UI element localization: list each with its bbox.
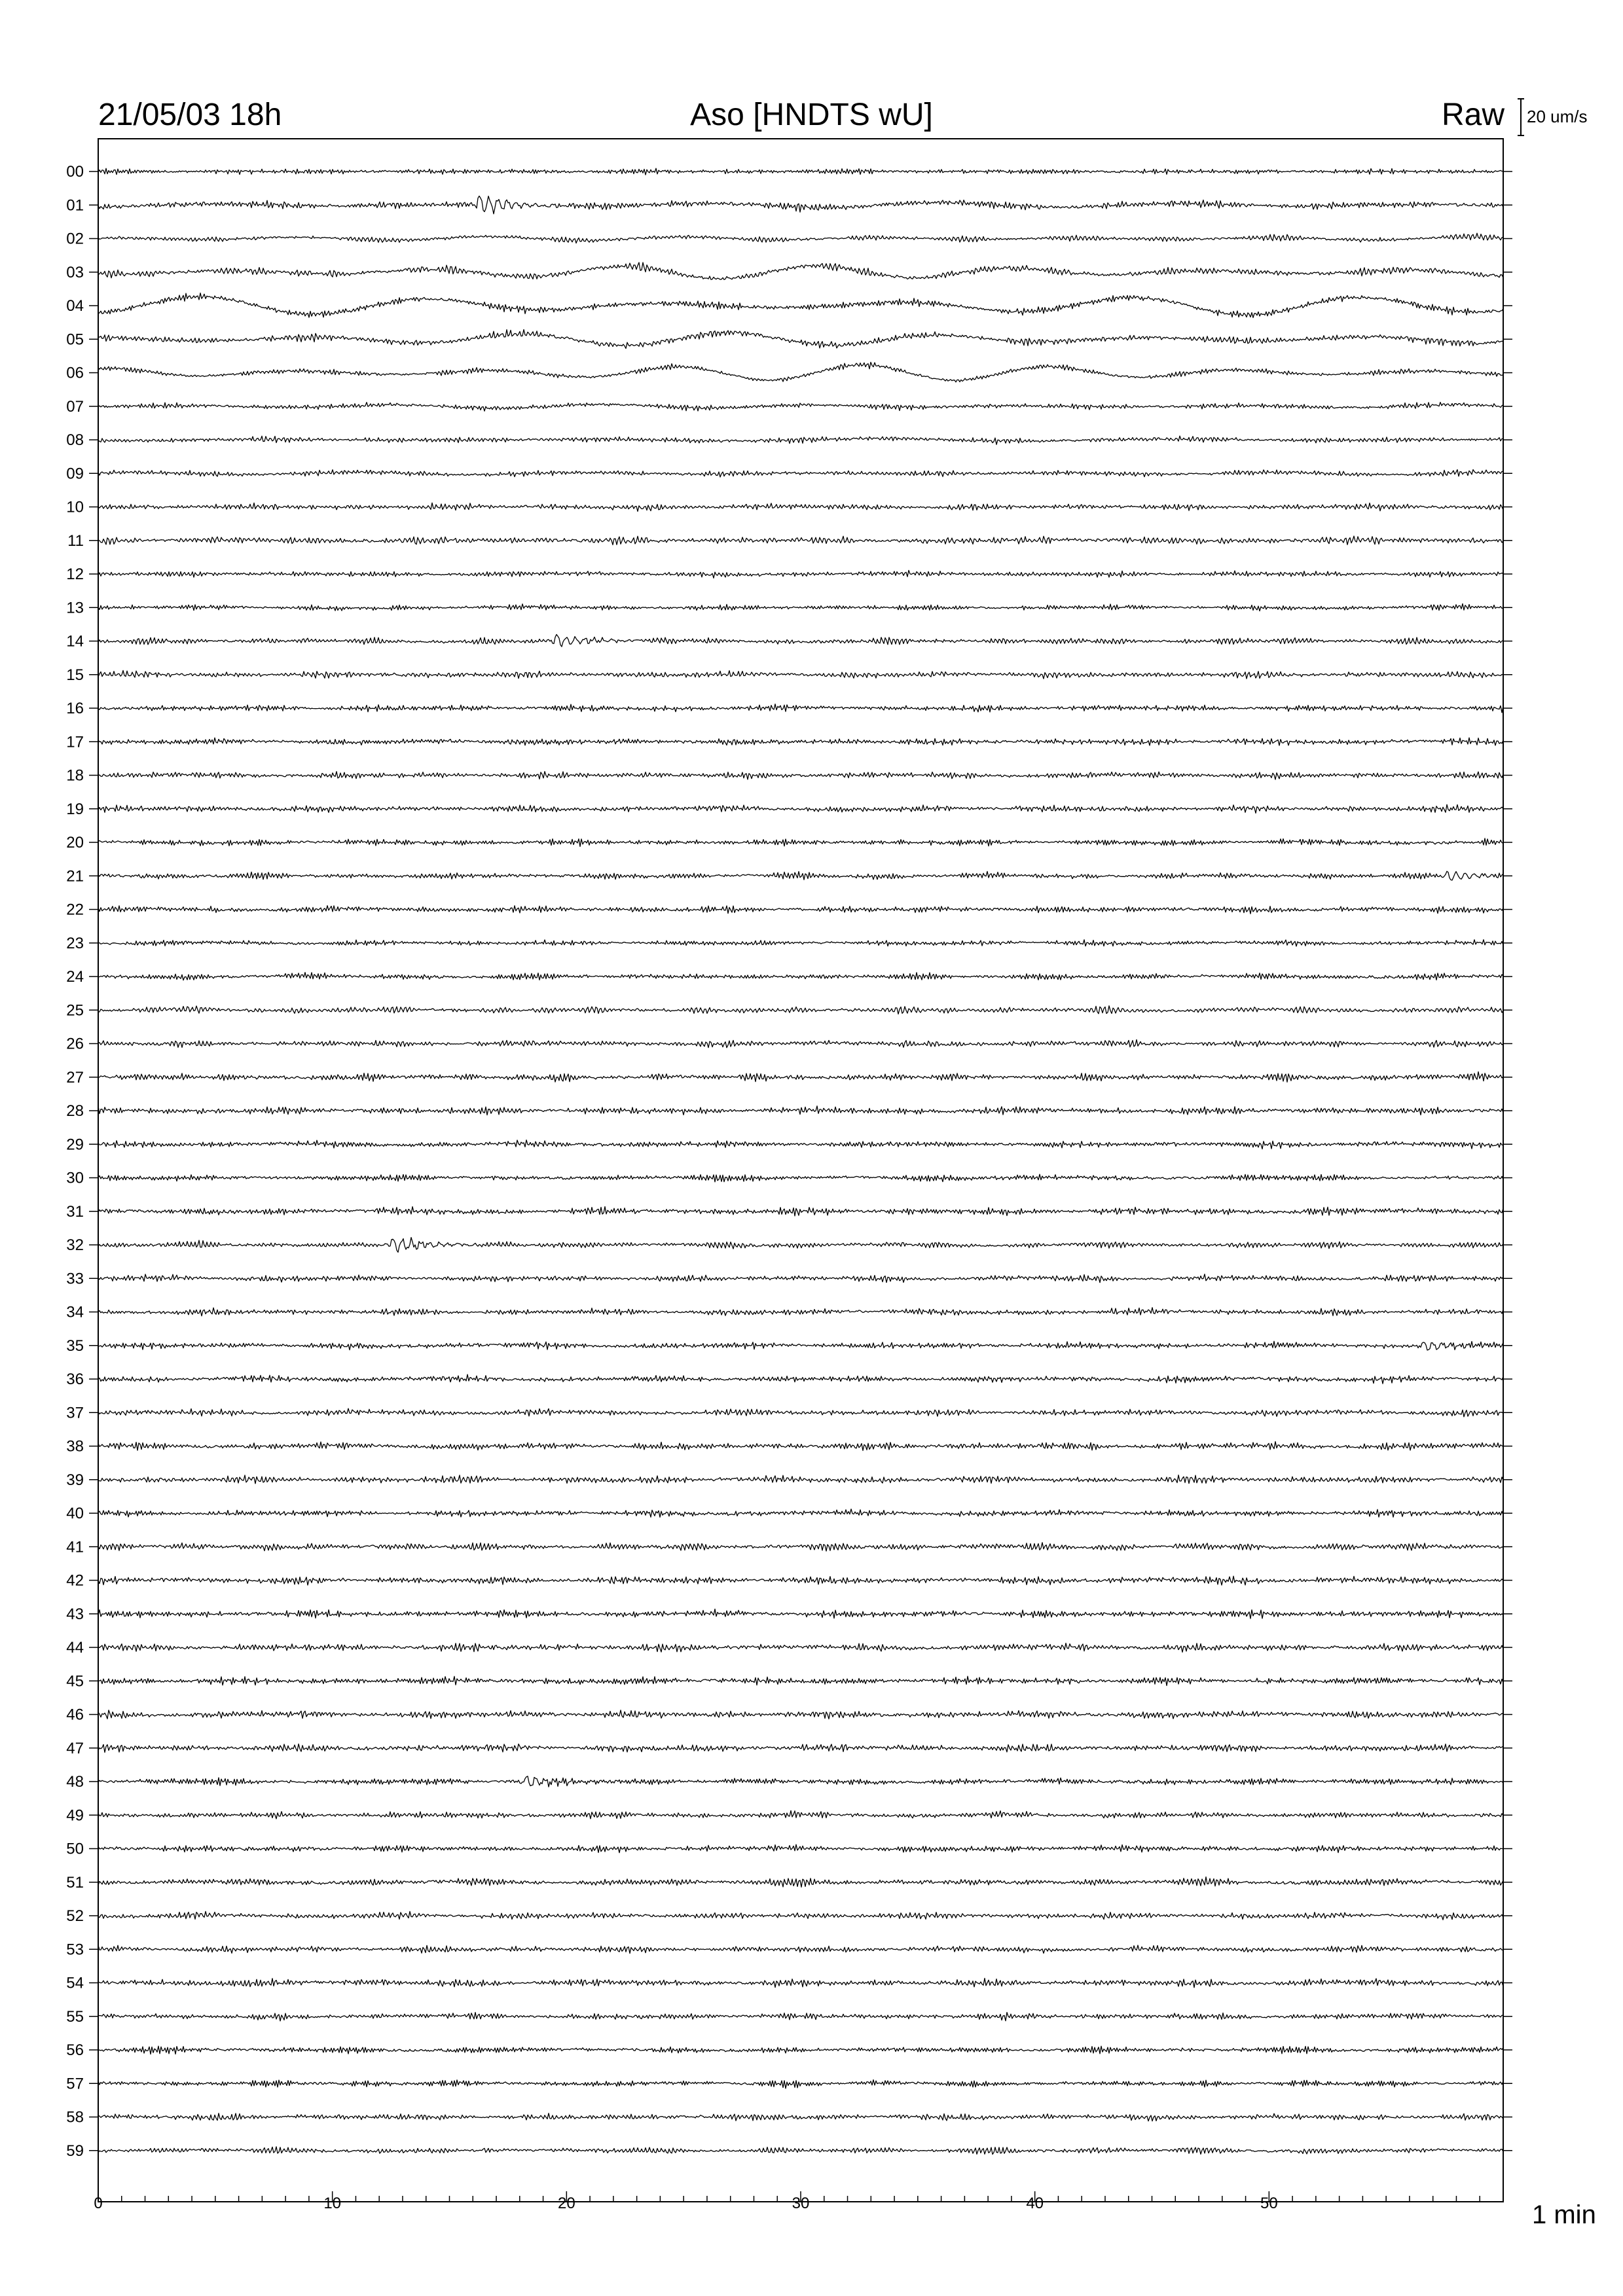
trace-row-55 — [98, 2013, 1503, 2021]
trace-row-09 — [98, 470, 1503, 477]
row-label-34: 34 — [66, 1303, 84, 1321]
trace-row-44 — [98, 1643, 1503, 1653]
trace-row-15 — [98, 670, 1503, 679]
row-label-31: 31 — [66, 1202, 84, 1221]
trace-row-28 — [98, 1106, 1503, 1115]
row-label-20: 20 — [66, 834, 84, 852]
chart-title: Aso [HNDTS wU] — [690, 98, 933, 132]
trace-row-10 — [98, 503, 1503, 511]
trace-row-56 — [98, 2046, 1503, 2054]
helicorder-date: 21/05/03 18h — [98, 98, 282, 132]
trace-row-19 — [98, 804, 1503, 813]
x-tick-label-0: 0 — [94, 2195, 103, 2212]
row-label-59: 59 — [66, 2142, 84, 2160]
row-label-08: 08 — [66, 431, 84, 449]
trace-row-23 — [98, 940, 1503, 946]
row-label-24: 24 — [66, 968, 84, 986]
row-label-05: 05 — [66, 331, 84, 349]
row-label-43: 43 — [66, 1605, 84, 1623]
row-label-28: 28 — [66, 1102, 84, 1120]
trace-row-59 — [98, 2147, 1503, 2155]
trace-row-34 — [98, 1308, 1503, 1316]
trace-row-20 — [98, 838, 1503, 847]
trace-row-45 — [98, 1676, 1503, 1685]
row-label-16: 16 — [66, 700, 84, 717]
row-label-48: 48 — [66, 1773, 84, 1791]
trace-row-02 — [98, 233, 1503, 243]
trace-row-22 — [98, 906, 1503, 914]
row-label-40: 40 — [66, 1505, 84, 1522]
trace-row-04 — [98, 293, 1503, 318]
row-label-14: 14 — [66, 632, 84, 651]
x-axis-unit-label: 1 min — [1532, 2200, 1596, 2229]
row-label-50: 50 — [66, 1840, 84, 1858]
trace-row-05 — [98, 330, 1503, 349]
trace-row-32 — [98, 1238, 1503, 1253]
x-tick-label-50: 50 — [1260, 2195, 1278, 2212]
row-label-39: 39 — [66, 1471, 84, 1489]
row-label-42: 42 — [66, 1571, 84, 1590]
row-label-01: 01 — [66, 196, 84, 215]
row-label-58: 58 — [66, 2108, 84, 2126]
x-tick-label-40: 40 — [1026, 2195, 1044, 2212]
x-tick-label-10: 10 — [323, 2195, 342, 2212]
row-label-26: 26 — [66, 1035, 84, 1053]
trace-row-38 — [98, 1442, 1503, 1451]
row-label-12: 12 — [66, 565, 84, 583]
row-label-03: 03 — [66, 263, 84, 281]
row-label-27: 27 — [66, 1068, 84, 1086]
trace-row-12 — [98, 570, 1503, 578]
mode-label: Raw — [1441, 98, 1504, 132]
trace-row-31 — [98, 1207, 1503, 1216]
trace-row-11 — [98, 536, 1503, 545]
row-label-30: 30 — [66, 1169, 84, 1187]
trace-row-07 — [98, 403, 1503, 412]
row-label-53: 53 — [66, 1941, 84, 1959]
trace-row-49 — [98, 1810, 1503, 1819]
row-label-35: 35 — [66, 1336, 84, 1355]
x-tick-label-20: 20 — [557, 2195, 575, 2212]
row-label-47: 47 — [66, 1739, 84, 1757]
row-label-18: 18 — [66, 766, 84, 785]
row-label-38: 38 — [66, 1437, 84, 1456]
trace-row-17 — [98, 738, 1503, 745]
trace-row-00 — [98, 168, 1503, 175]
trace-row-58 — [98, 2113, 1503, 2121]
row-label-37: 37 — [66, 1404, 84, 1422]
trace-row-51 — [98, 1877, 1503, 1888]
row-label-41: 41 — [66, 1538, 84, 1556]
x-tick-label-30: 30 — [792, 2195, 810, 2212]
trace-row-08 — [98, 436, 1503, 444]
trace-row-52 — [98, 1911, 1503, 1920]
trace-row-53 — [98, 1945, 1503, 1953]
row-label-10: 10 — [66, 498, 84, 516]
row-label-19: 19 — [66, 800, 84, 818]
row-label-22: 22 — [66, 901, 84, 919]
trace-row-27 — [98, 1072, 1503, 1083]
trace-row-25 — [98, 1006, 1503, 1014]
row-label-04: 04 — [66, 297, 84, 315]
row-label-45: 45 — [66, 1672, 84, 1691]
trace-row-13 — [98, 603, 1503, 611]
trace-row-06 — [98, 362, 1503, 382]
row-label-11: 11 — [67, 531, 84, 550]
trace-row-01 — [98, 196, 1503, 214]
row-label-07: 07 — [66, 397, 84, 416]
trace-row-39 — [98, 1475, 1503, 1484]
row-label-57: 57 — [66, 2075, 84, 2093]
trace-row-18 — [98, 772, 1503, 780]
trace-row-48 — [98, 1776, 1503, 1787]
trace-row-40 — [98, 1509, 1503, 1518]
trace-row-30 — [98, 1174, 1503, 1182]
row-label-36: 36 — [66, 1371, 84, 1388]
trace-row-03 — [98, 262, 1503, 279]
trace-row-41 — [98, 1543, 1503, 1551]
row-label-23: 23 — [66, 934, 84, 952]
trace-row-35 — [98, 1341, 1503, 1350]
trace-row-50 — [98, 1844, 1503, 1853]
row-label-15: 15 — [66, 666, 84, 684]
row-label-21: 21 — [66, 867, 84, 886]
row-label-29: 29 — [66, 1136, 84, 1154]
trace-row-14 — [98, 634, 1503, 647]
row-label-00: 00 — [66, 163, 84, 181]
plot-frame — [98, 139, 1503, 2202]
row-label-06: 06 — [66, 364, 84, 382]
trace-row-26 — [98, 1040, 1503, 1048]
row-label-25: 25 — [66, 1001, 84, 1020]
trace-row-37 — [98, 1408, 1503, 1417]
row-label-09: 09 — [66, 465, 84, 483]
trace-row-33 — [98, 1274, 1503, 1283]
trace-row-21 — [98, 871, 1503, 880]
row-label-32: 32 — [66, 1236, 84, 1254]
trace-row-24 — [98, 973, 1503, 980]
trace-row-57 — [98, 2080, 1503, 2089]
trace-row-36 — [98, 1374, 1503, 1384]
trace-row-43 — [98, 1609, 1503, 1619]
row-label-55: 55 — [66, 2007, 84, 2026]
row-label-33: 33 — [66, 1270, 84, 1288]
row-label-51: 51 — [66, 1873, 84, 1892]
row-label-17: 17 — [66, 733, 84, 751]
row-label-44: 44 — [66, 1639, 84, 1657]
row-label-54: 54 — [66, 1974, 84, 1992]
amplitude-scale-label: 20 um/s — [1527, 107, 1588, 126]
trace-row-46 — [98, 1710, 1503, 1719]
row-label-02: 02 — [66, 230, 84, 248]
trace-row-47 — [98, 1744, 1503, 1753]
row-label-49: 49 — [66, 1806, 84, 1825]
row-label-46: 46 — [66, 1706, 84, 1724]
trace-row-42 — [98, 1576, 1503, 1585]
trace-row-16 — [98, 704, 1503, 713]
row-label-13: 13 — [66, 599, 84, 617]
row-label-52: 52 — [66, 1907, 84, 1925]
trace-row-54 — [98, 1979, 1503, 1988]
row-label-56: 56 — [66, 2041, 84, 2059]
trace-row-29 — [98, 1140, 1503, 1149]
